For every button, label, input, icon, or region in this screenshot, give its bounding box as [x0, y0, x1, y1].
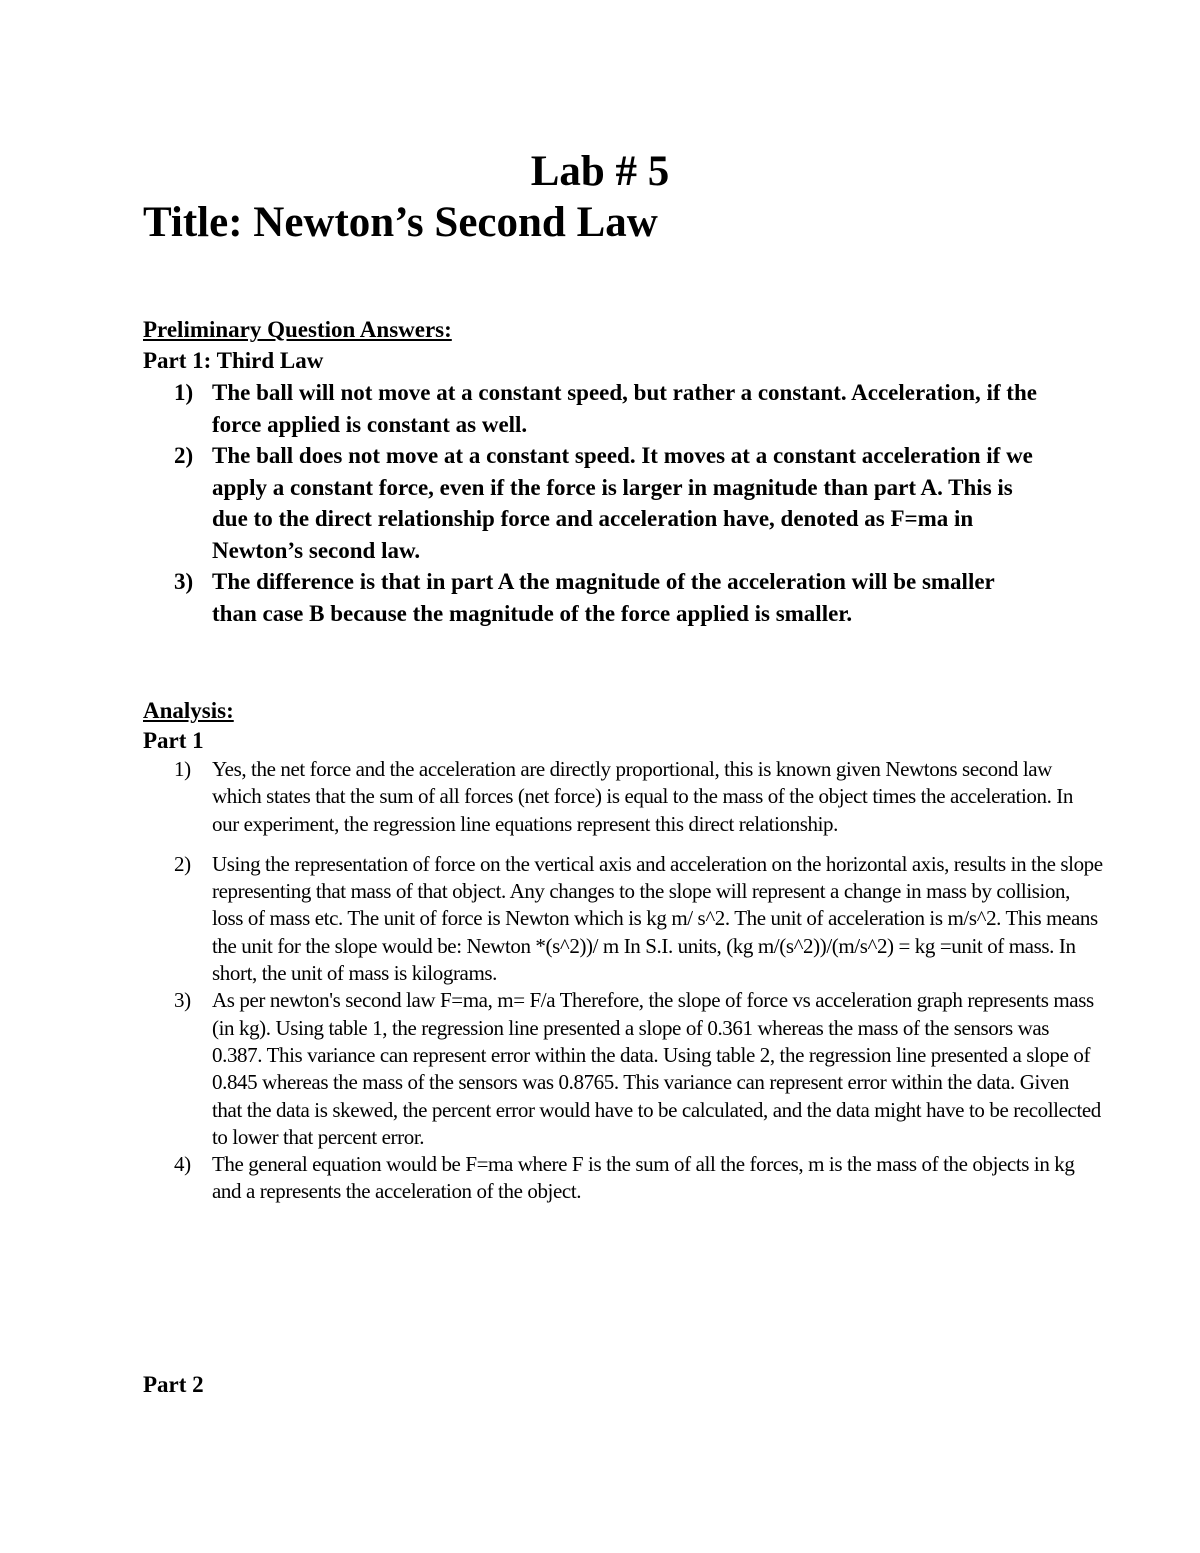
preliminary-answer-item — [143, 566, 1043, 629]
answer-text: As per newton's second law F=ma, m= F/a Therefore, the slope of force vs acceleration graph represents mass (in kg). Using table 1, the regression line presented a slope of 0.361 whereas the mass of the sensors was 0.387. This variance can represent error within the data. Using table 2, the regression line presented a slope of 0.845 whereas the mass of the sensors was 0.8765. This variance can represent error within the data. Given that the data is skewed, the percent error would have to be calculated, and the data might have to be recollected to lower that percent error. — [212, 988, 1101, 1149]
list-number: 2) — [174, 443, 194, 468]
answer-text: Yes, the net force and the acceleration are directly proportional, this is known given Newtons second law which states that the sum of all forces (net force) is equal to the mass of the object times the acceleration. In our experiment, the regression line equations represent this direct relationship. — [212, 757, 1073, 836]
preliminary-answer-item — [143, 377, 1043, 440]
answer-text: The ball will not move at a constant speed, but rather a constant. Acceleration, if the force applied is constant as well. — [212, 380, 1037, 437]
answer-text: Using the representation of force on the vertical axis and acceleration on the horizontal axis, results in the slope representing that mass of that object. Any changes to the slope will represent a change in mass by collision, loss of mass etc. The unit of force is Newton which is kg m/ s^2. The unit of acceleration is m/s^2. This means the unit for the slope would be: Newton *(s^2))/ m In S.I. units, (kg m/(s^2))/(m/s^2) = kg =unit of mass. In short, the unit of mass is kilograms. — [212, 851, 1103, 986]
lab-number-heading: Lab # 5 — [530, 148, 670, 195]
analysis-answer-item — [143, 851, 1103, 987]
list-number: 3) — [174, 569, 194, 594]
list-number: 1) — [174, 380, 194, 405]
preliminary-answer-item — [143, 440, 1043, 566]
preliminary-heading: Preliminary Question Answers: — [143, 317, 452, 342]
answer-text: The general equation would be F=ma where F is the sum of all the forces, m is the mass of the objects in kg and a represents the acceleration of the object. — [212, 1152, 1075, 1204]
answer-text: The difference is that in part A the magnitude of the acceleration will be smaller than case B because the magnitude of the force applied is smaller. — [212, 569, 995, 626]
document-title: Title: Newton’s Second Law — [143, 199, 658, 246]
analysis-answer-item — [143, 987, 1103, 1151]
analysis-part1-heading: Part 1 — [143, 728, 204, 753]
preliminary-answer-list — [143, 377, 1043, 629]
analysis-answer-item — [143, 756, 1103, 838]
list-number: 2) — [174, 851, 191, 876]
list-number: 1) — [174, 757, 191, 781]
list-number: 3) — [174, 988, 191, 1013]
answer-text: The ball does not move at a constant speed. It moves at a constant acceleration if we apply a constant force, even if the force is larger in magnitude than part A. This is due to the direct relationship force and acceleration have, denoted as F=ma in Newton’s second law. — [212, 443, 1033, 563]
preliminary-part1-heading: Part 1: Third Law — [143, 348, 324, 373]
list-number: 4) — [174, 1152, 191, 1177]
analysis-answer-list — [143, 756, 1103, 1206]
analysis-heading: Analysis: — [143, 698, 234, 723]
analysis-answer-item — [143, 1151, 1103, 1206]
analysis-part2-heading: Part 2 — [143, 1372, 204, 1397]
